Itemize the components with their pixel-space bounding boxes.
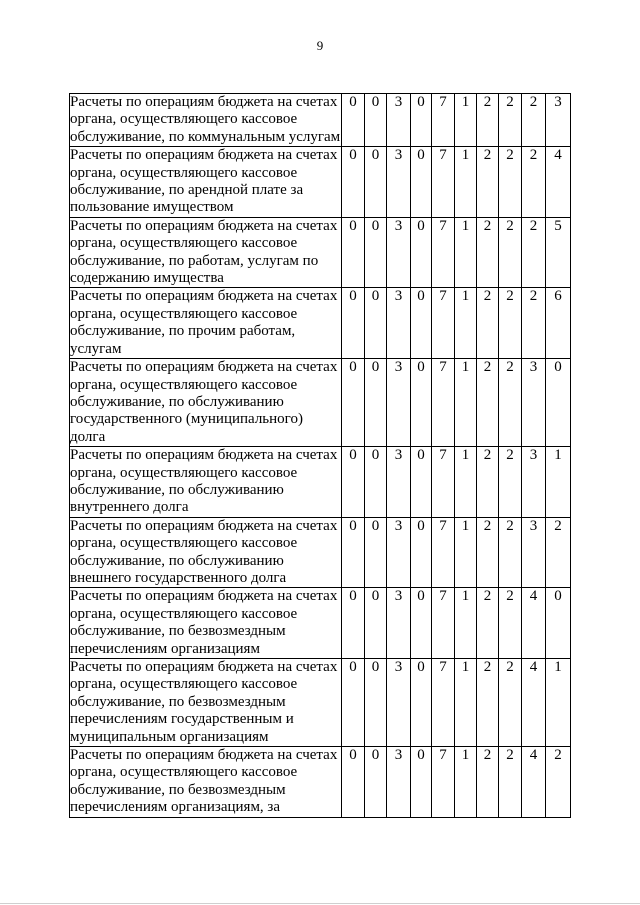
code-digit: 0	[365, 747, 387, 818]
description-line: органа, осуществляющего кассовое	[70, 111, 298, 128]
code-digit: 3	[522, 447, 546, 518]
code-digit: 2	[546, 517, 571, 588]
code-digit: 0	[342, 94, 365, 147]
description-line: обслуживание, по безвозмездным	[70, 693, 286, 710]
page-number: 9	[316, 38, 324, 53]
code-digit: 1	[455, 288, 477, 359]
description-line: Расчеты по операциям бюджета на счетах	[70, 447, 338, 464]
code-digit: 2	[477, 288, 499, 359]
code-digit: 2	[499, 288, 522, 359]
code-digit: 0	[411, 659, 432, 747]
code-digit: 0	[342, 517, 365, 588]
description-line: обслуживание, по работам, услугам по	[70, 252, 319, 269]
code-digit: 2	[477, 517, 499, 588]
account-description	[70, 288, 342, 359]
table-row	[70, 517, 571, 588]
code-digit: 3	[387, 747, 411, 818]
code-digit: 2	[477, 588, 499, 659]
code-digit: 3	[522, 517, 546, 588]
code-digit: 0	[365, 517, 387, 588]
account-description	[70, 747, 342, 818]
account-description	[70, 517, 342, 588]
description-line: обслуживание, по безвозмездным	[70, 623, 286, 640]
code-digit: 0	[342, 747, 365, 818]
code-digit: 0	[365, 359, 387, 447]
code-digit: 0	[546, 359, 571, 447]
code-digit: 4	[546, 147, 571, 218]
account-codes-table	[69, 93, 571, 818]
code-digit: 2	[499, 517, 522, 588]
code-digit: 1	[455, 588, 477, 659]
code-digit: 7	[432, 447, 455, 518]
code-digit: 0	[411, 147, 432, 218]
code-digit: 2	[477, 147, 499, 218]
description-line: пользование имуществом	[70, 199, 234, 216]
description-line: Расчеты по операциям бюджета на счетах	[70, 94, 338, 110]
description-line: обслуживание, по арендной плате за	[70, 182, 304, 199]
code-digit: 2	[522, 147, 546, 218]
code-digit: 3	[387, 659, 411, 747]
description-line: долга	[70, 428, 106, 445]
code-digit: 2	[499, 747, 522, 818]
code-digit: 0	[411, 217, 432, 288]
table-row	[70, 147, 571, 218]
code-digit: 7	[432, 217, 455, 288]
code-digit: 3	[387, 517, 411, 588]
description-line: государственного (муниципального)	[70, 411, 303, 428]
code-digit: 7	[432, 288, 455, 359]
account-description	[70, 659, 342, 747]
account-description	[70, 217, 342, 288]
code-digit: 0	[365, 94, 387, 147]
code-digit: 0	[365, 147, 387, 218]
code-digit: 0	[365, 659, 387, 747]
code-digit: 7	[432, 659, 455, 747]
description-line: обслуживание, по обслуживанию	[70, 552, 284, 569]
code-digit: 0	[411, 447, 432, 518]
code-digit: 7	[432, 94, 455, 147]
account-description	[70, 359, 342, 447]
code-digit: 2	[477, 359, 499, 447]
code-digit: 1	[455, 94, 477, 147]
code-digit: 0	[546, 588, 571, 659]
code-digit: 7	[432, 588, 455, 659]
code-digit: 1	[455, 447, 477, 518]
table-row	[70, 359, 571, 447]
table-row	[70, 288, 571, 359]
code-digit: 1	[546, 659, 571, 747]
code-digit: 0	[411, 94, 432, 147]
code-digit: 3	[522, 359, 546, 447]
code-digit: 2	[499, 94, 522, 147]
description-line: обслуживание, по коммунальным услугам	[70, 128, 341, 145]
code-digit: 2	[499, 588, 522, 659]
code-digit: 4	[522, 588, 546, 659]
code-digit: 1	[455, 217, 477, 288]
code-digit: 3	[387, 217, 411, 288]
description-line: внутреннего долга	[70, 499, 189, 516]
description-line: органа, осуществляющего кассовое	[70, 764, 298, 781]
description-line: Расчеты по операциям бюджета на счетах	[70, 359, 338, 376]
code-digit: 7	[432, 517, 455, 588]
code-digit: 7	[432, 147, 455, 218]
code-digit: 3	[387, 94, 411, 147]
code-digit: 1	[455, 747, 477, 818]
description-line: органа, осуществляющего кассовое	[70, 605, 298, 622]
description-line: перечислениям организациям	[70, 640, 260, 657]
code-digit: 0	[365, 288, 387, 359]
code-digit: 3	[546, 94, 571, 147]
code-digit: 0	[342, 217, 365, 288]
code-digit: 7	[432, 359, 455, 447]
code-digit: 0	[342, 447, 365, 518]
description-line: обслуживание, по обслуживанию	[70, 481, 284, 498]
table-body	[70, 94, 571, 818]
table-row	[70, 659, 571, 747]
code-digit: 0	[342, 588, 365, 659]
description-line: перечислениям организациям, за	[70, 799, 281, 816]
page-edge-rule	[0, 903, 640, 904]
description-line: органа, осуществляющего кассовое	[70, 305, 298, 322]
description-line: органа, осуществляющего кассовое	[70, 164, 298, 181]
code-digit: 3	[387, 447, 411, 518]
code-digit: 0	[411, 288, 432, 359]
code-digit: 1	[455, 359, 477, 447]
code-digit: 2	[522, 288, 546, 359]
code-digit: 2	[477, 94, 499, 147]
code-digit: 3	[387, 288, 411, 359]
description-line: органа, осуществляющего кассовое	[70, 464, 298, 481]
account-description	[70, 94, 342, 147]
description-line: Расчеты по операциям бюджета на счетах	[70, 588, 338, 605]
description-line: перечислениям государственным и	[70, 711, 294, 728]
code-digit: 7	[432, 747, 455, 818]
code-digit: 0	[342, 147, 365, 218]
code-digit: 2	[477, 659, 499, 747]
description-line: Расчеты по операциям бюджета на счетах	[70, 217, 338, 234]
code-digit: 2	[499, 359, 522, 447]
code-digit: 2	[477, 447, 499, 518]
code-digit: 0	[411, 588, 432, 659]
code-digit: 1	[455, 147, 477, 218]
description-line: муниципальным организациям	[70, 728, 269, 745]
code-digit: 4	[522, 659, 546, 747]
code-digit: 5	[546, 217, 571, 288]
code-digit: 2	[522, 94, 546, 147]
code-digit: 0	[365, 447, 387, 518]
description-line: органа, осуществляющего кассовое	[70, 676, 298, 693]
code-digit: 2	[522, 217, 546, 288]
code-digit: 3	[387, 359, 411, 447]
code-digit: 0	[411, 747, 432, 818]
description-line: Расчеты по операциям бюджета на счетах	[70, 747, 338, 764]
code-digit: 6	[546, 288, 571, 359]
code-digit: 0	[342, 359, 365, 447]
table-row	[70, 217, 571, 288]
code-digit: 1	[455, 659, 477, 747]
code-digit: 0	[411, 359, 432, 447]
description-line: содержанию имущества	[70, 270, 224, 287]
code-digit: 1	[546, 447, 571, 518]
description-line: органа, осуществляющего кассовое	[70, 376, 298, 393]
code-digit: 3	[387, 147, 411, 218]
account-description	[70, 588, 342, 659]
code-digit: 2	[499, 217, 522, 288]
description-line: внешнего государственного долга	[70, 569, 287, 586]
description-line: Расчеты по операциям бюджета на счетах	[70, 517, 338, 534]
description-line: обслуживание, по обслуживанию	[70, 393, 284, 410]
code-digit: 0	[342, 288, 365, 359]
code-digit: 2	[499, 147, 522, 218]
code-digit: 0	[365, 588, 387, 659]
code-digit: 0	[365, 217, 387, 288]
description-line: Расчеты по операциям бюджета на счетах	[70, 288, 338, 305]
code-digit: 2	[546, 747, 571, 818]
description-line: Расчеты по операциям бюджета на счетах	[70, 659, 338, 675]
description-line: органа, осуществляющего кассовое	[70, 535, 298, 552]
table-row	[70, 588, 571, 659]
table-row	[70, 747, 571, 818]
account-description	[70, 147, 342, 218]
code-digit: 0	[411, 517, 432, 588]
code-digit: 0	[342, 659, 365, 747]
description-line: услугам	[70, 340, 122, 357]
table-row	[70, 94, 571, 147]
description-line: органа, осуществляющего кассовое	[70, 235, 298, 252]
code-digit: 2	[499, 659, 522, 747]
code-digit: 1	[455, 517, 477, 588]
description-line: обслуживание, по безвозмездным	[70, 781, 286, 798]
code-digit: 2	[477, 217, 499, 288]
code-digit: 3	[387, 588, 411, 659]
account-description	[70, 447, 342, 518]
description-line: обслуживание, по прочим работам,	[70, 323, 296, 340]
code-digit: 2	[477, 747, 499, 818]
table-row	[70, 447, 571, 518]
code-digit: 2	[499, 447, 522, 518]
description-line: Расчеты по операциям бюджета на счетах	[70, 147, 338, 164]
code-digit: 4	[522, 747, 546, 818]
